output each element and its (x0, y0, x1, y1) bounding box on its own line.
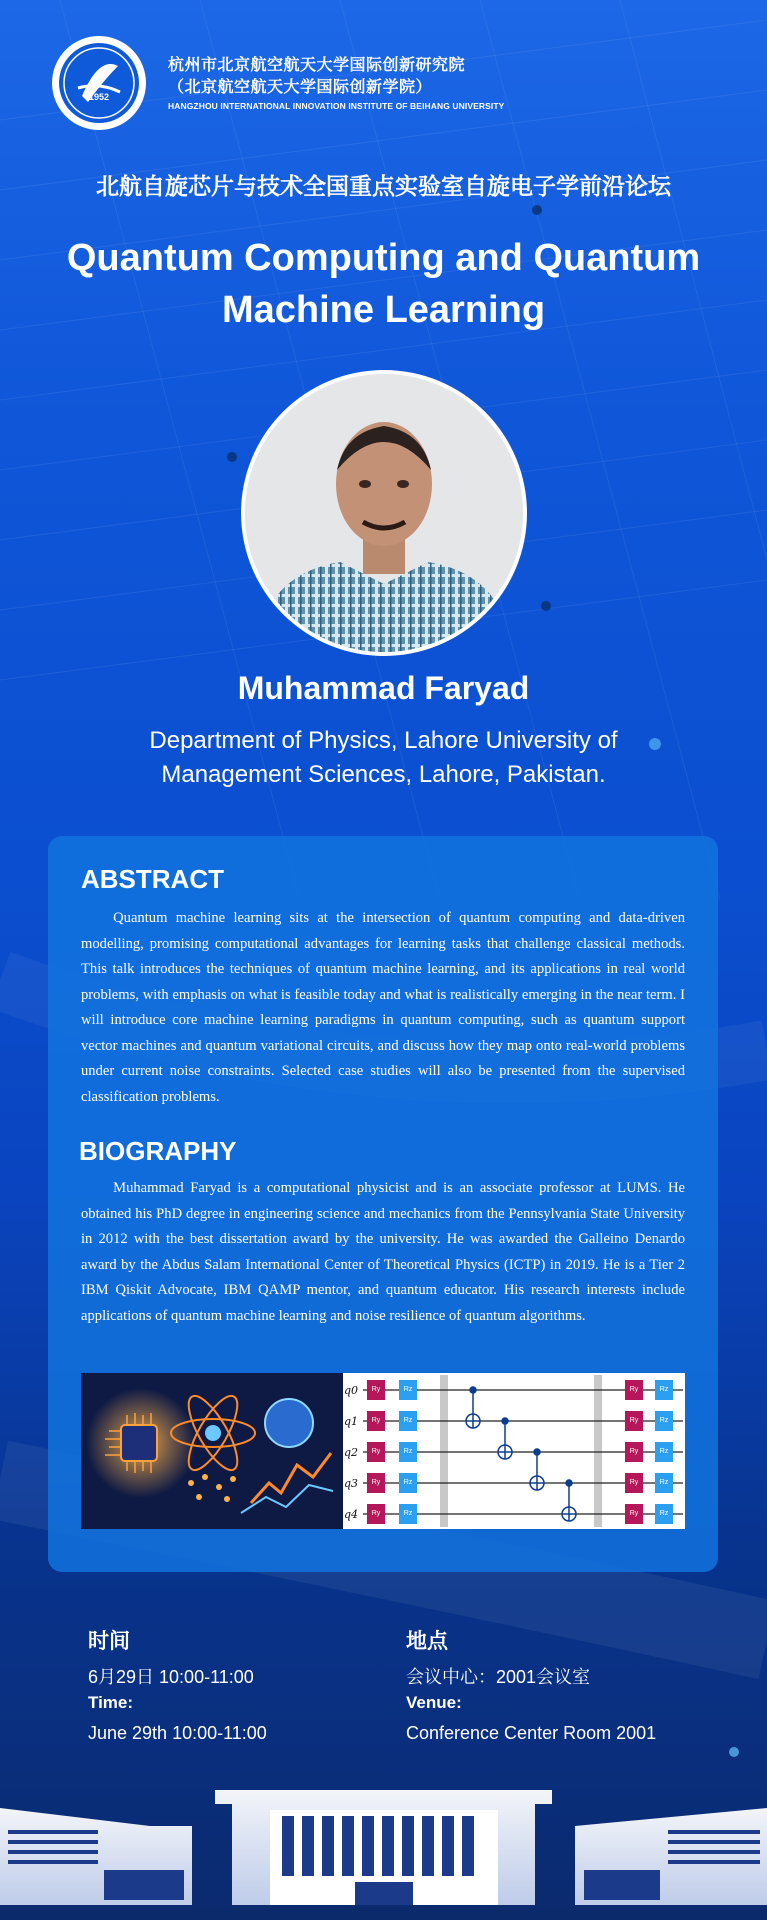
gate-ry: Ry (371, 1510, 381, 1517)
gate-ry: Ry (629, 1386, 639, 1393)
time-block (88, 1625, 267, 1753)
venue-label-en: Venue: (406, 1693, 462, 1712)
gate-rz: Rz (403, 1417, 413, 1424)
venue-value-zh: 会议中心：2001会议室 (406, 1667, 591, 1687)
qubit-label: q1 (344, 1415, 359, 1428)
cnot-gates (466, 1387, 576, 1521)
time-label-en: Time: (88, 1693, 134, 1712)
venue-value-en: Conference Center Room 2001 (406, 1723, 657, 1743)
rocket-icon (52, 36, 146, 130)
content-card (48, 836, 718, 1572)
illustration-figure (81, 1373, 685, 1529)
gate-ry: Ry (371, 1417, 381, 1424)
gate-rz: Rz (659, 1479, 669, 1486)
institute-name-zh: 杭州市北京航空航天大学国际创新研究院 (168, 57, 466, 74)
gate-rz: Rz (403, 1386, 413, 1393)
gate-ry: Ry (371, 1479, 381, 1486)
gate-ry: Ry (629, 1510, 639, 1517)
gate-rz: Rz (659, 1417, 669, 1424)
qubit-label: q2 (344, 1446, 359, 1459)
qubit-label: q3 (344, 1477, 359, 1490)
gate-rz: Rz (403, 1479, 413, 1486)
gate-ry: Ry (629, 1448, 639, 1455)
qubit-label: q0 (344, 1384, 359, 1397)
biography-text: Muhammad Faryad is a computational physicist and is an associate professor at LUMS. He obtained his PhD degree in engineering science and mechanics from the Pennsylvania State University in 2012 with the best dissertation award by the university. He was awarded the Galleino Denardo award by the Abdus Salam International Center of Theoretical Physics (ICTP) in 2019. He is a Tier 2 IBM Qiskit Advocate, IBM QAMP mentor, and quantum educator. His research interests include applications of quantum machine learning and noise resilience of quantum algorithms. (81, 1180, 685, 1324)
gate-rz: Rz (403, 1448, 413, 1455)
abstract-text: Quantum machine learning sits at the intersection of quantum computing and data-driven modelling, promising computational advantages for learning tasks that challenge classical methods. This talk introduces the techniques of quantum machine learning, and its applications in real world problems, with emphasis on what is feasible today and what is realistically emerging in the near term. I will introduce core machine learning paradigms in quantum computing, such as quantum support vector machines and quantum variational circuits, and discuss how they map onto real-world problems under current noise constraints. Selected case studies will also be presented from the supervised classification problems. (81, 910, 685, 1105)
speaker-affiliation: Department of Physics, Lahore University of Management Sciences, Lahore, Pakistan. (149, 727, 618, 788)
speaker-name: Muhammad Faryad (237, 670, 530, 706)
venue-heading-zh: 地点 (406, 1630, 448, 1653)
gate-rz: Rz (659, 1448, 669, 1455)
header (52, 36, 504, 130)
time-heading-zh: 时间 (88, 1630, 130, 1653)
forum-title: 北航自旋芯片与技术全国重点实验室自旋电子学前沿论坛 (96, 173, 671, 199)
gate-rz: Rz (659, 1386, 669, 1393)
quantum-ai-illustration (81, 1373, 343, 1529)
logo-year: 1952 (88, 92, 110, 102)
qubit-label: q4 (344, 1508, 359, 1521)
abstract-heading: ABSTRACT (81, 864, 224, 894)
gate-ry: Ry (371, 1448, 381, 1455)
venue-block (406, 1625, 656, 1753)
gate-rz: Rz (403, 1510, 413, 1517)
institute-name-en: HANGZHOU INTERNATIONAL INNOVATION INSTITUTE OF BEIHANG UNIVERSITY (168, 101, 505, 111)
time-value-zh: 6月29日 10:00-11:00 (88, 1667, 254, 1687)
gate-ry: Ry (629, 1479, 639, 1486)
quantum-circuit-diagram (343, 1373, 685, 1529)
biography-heading: BIOGRAPHY (79, 1136, 237, 1166)
talk-title: Quantum Computing and Quantum Machine Learning (66, 237, 701, 331)
speaker-photo-frame (241, 370, 527, 656)
campus-buildings-illustration (0, 1780, 767, 1920)
gate-ry: Ry (629, 1417, 639, 1424)
university-logo (52, 36, 146, 130)
institute-name-zh-alt: （北京航空航天大学国际创新学院） (168, 79, 433, 96)
speaker-photo (245, 374, 523, 652)
gate-ry: Ry (371, 1386, 381, 1393)
time-value-en: June 29th 10:00-11:00 (88, 1723, 267, 1743)
gate-rz: Rz (659, 1510, 669, 1517)
